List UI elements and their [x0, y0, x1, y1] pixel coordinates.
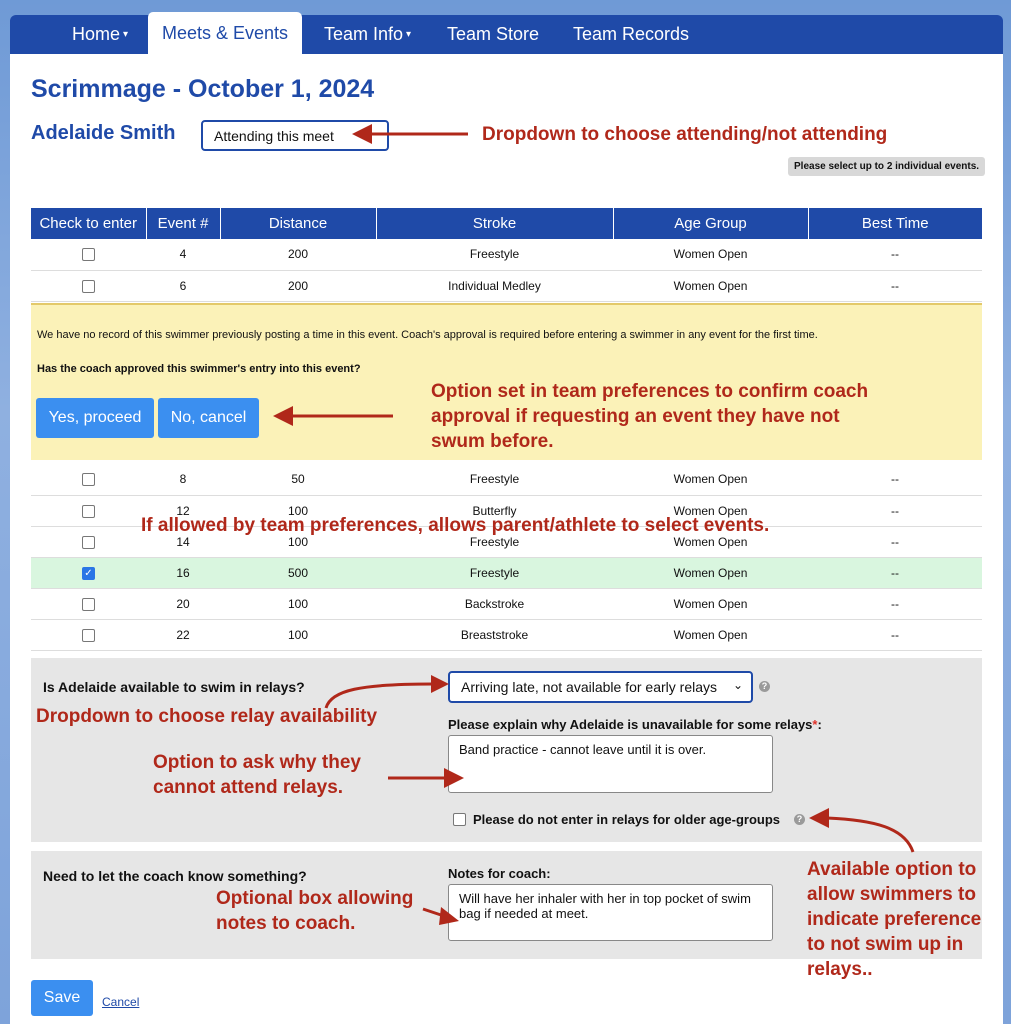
event-checkbox[interactable] — [82, 280, 95, 293]
chevron-down-icon: ⌄ — [732, 678, 743, 692]
nav-team-store-label: Team Store — [447, 24, 540, 44]
event-age-group: Women Open — [613, 588, 808, 619]
relay-availability-dropdown[interactable] — [448, 671, 753, 703]
event-distance: 100 — [220, 588, 376, 619]
event-age-group: Women Open — [613, 619, 808, 650]
event-best-time: -- — [808, 557, 982, 588]
event-best-time: -- — [808, 526, 982, 557]
event-age-group: Women Open — [613, 270, 808, 301]
annotation-approval: Option set in team preferences to confirm coach approval if requesting an event they have not swum before. — [431, 381, 869, 452]
notes-textarea[interactable]: Will have her inhaler with her in top pocket of swim bag if needed at meet. — [448, 884, 773, 941]
col-check: Check to enter — [31, 208, 146, 239]
annotation-select-events: If allowed by team preferences, allows parent/athlete to select events. — [141, 515, 770, 536]
events-table — [31, 208, 982, 302]
relay-question: Is Adelaide available to swim in relays? — [43, 679, 305, 695]
event-checkbox[interactable] — [82, 629, 95, 642]
event-limit-note: Please select up to 2 individual events. — [788, 157, 985, 176]
event-age-group: Women Open — [613, 557, 808, 588]
event-stroke: Freestyle — [376, 239, 613, 270]
notes-question: Need to let the coach know something? — [43, 868, 307, 884]
swimmer-name: Adelaide Smith — [31, 122, 176, 144]
event-stroke: Butterfly — [376, 495, 613, 526]
coach-approval-box — [31, 303, 982, 460]
caret-down-icon: ▾ — [406, 29, 412, 40]
help-icon[interactable]: ? — [759, 681, 770, 692]
nav-team-info[interactable] — [310, 15, 425, 54]
event-stroke: Freestyle — [376, 557, 613, 588]
event-stroke: Freestyle — [376, 526, 613, 557]
event-best-time: -- — [808, 588, 982, 619]
event-age-group: Women Open — [613, 526, 808, 557]
col-age-group: Age Group — [613, 208, 808, 239]
table-header-row — [31, 208, 982, 239]
event-distance: 100 — [220, 526, 376, 557]
older-age-groups-label: Please do not enter in relays for older age-groups — [473, 812, 781, 827]
annotation-older: Available option to allow swimmers to indicate preference to not swim up in relays.. — [807, 859, 982, 980]
arrow-curved-icon — [805, 804, 925, 854]
top-navbar — [10, 15, 1003, 54]
event-age-group: Women Open — [613, 239, 808, 270]
page-title: Scrimmage - October 1, 2024 — [31, 75, 375, 103]
table-row — [31, 588, 982, 619]
event-checkbox[interactable] — [82, 505, 95, 518]
event-best-time: -- — [808, 239, 982, 270]
event-best-time: -- — [808, 619, 982, 650]
approval-question: Has the coach approved this swimmer's entry into this event? — [37, 363, 361, 375]
event-checkbox-checked[interactable] — [82, 567, 95, 580]
notes-label: Notes for coach: — [448, 866, 551, 881]
attendance-value: Attending this meet — [214, 128, 334, 144]
event-number: 20 — [146, 588, 220, 619]
event-best-time: -- — [808, 464, 982, 495]
col-best-time: Best Time — [808, 208, 982, 239]
event-distance: 100 — [220, 619, 376, 650]
caret-down-icon: ▾ — [123, 29, 129, 40]
col-distance: Distance — [220, 208, 376, 239]
col-event: Event # — [146, 208, 220, 239]
table-row-selected — [31, 557, 982, 588]
relay-selected-value: Arriving late, not available for early relays — [461, 679, 718, 695]
nav-meets-events[interactable] — [148, 12, 302, 54]
event-best-time: -- — [808, 270, 982, 301]
event-age-group: Women Open — [613, 495, 808, 526]
event-stroke: Backstroke — [376, 588, 613, 619]
annotation-notes: Optional box allowing notes to coach. — [216, 888, 414, 934]
event-number: 6 — [146, 270, 220, 301]
help-icon[interactable]: ? — [794, 814, 805, 825]
event-best-time: -- — [808, 495, 982, 526]
event-checkbox[interactable] — [82, 598, 95, 611]
event-distance: 200 — [220, 239, 376, 270]
event-checkbox[interactable] — [82, 473, 95, 486]
event-number: 22 — [146, 619, 220, 650]
event-age-group: Women Open — [613, 464, 808, 495]
table-row — [31, 464, 982, 495]
nav-meets-label: Meets & Events — [162, 23, 289, 43]
event-number: 16 — [146, 557, 220, 588]
nav-team-store[interactable] — [433, 15, 553, 54]
annotation-attend: Dropdown to choose attending/not attending — [482, 124, 888, 145]
event-number: 14 — [146, 526, 220, 557]
save-button[interactable]: Save — [31, 980, 93, 1016]
event-checkbox[interactable] — [82, 248, 95, 261]
event-number: 4 — [146, 239, 220, 270]
nav-team-info-label: Team Info — [324, 24, 404, 44]
table-row — [31, 270, 982, 301]
nav-home-label: Home — [72, 24, 121, 44]
cancel-link[interactable]: Cancel — [102, 995, 140, 1009]
no-cancel-button[interactable]: No, cancel — [158, 398, 259, 438]
nav-home[interactable] — [58, 15, 142, 54]
yes-proceed-button[interactable]: Yes, proceed — [36, 398, 154, 438]
older-age-groups-checkbox[interactable] — [453, 813, 466, 826]
arrow-right-icon — [421, 903, 461, 927]
event-distance: 500 — [220, 557, 376, 588]
nav-team-records[interactable] — [559, 15, 703, 54]
event-stroke: Freestyle — [376, 464, 613, 495]
arrow-left-icon — [271, 402, 396, 430]
arrow-right-icon — [386, 764, 466, 792]
table-row — [31, 239, 982, 270]
event-number: 12 — [146, 495, 220, 526]
relay-explain-textarea[interactable]: Band practice - cannot leave until it is over. — [448, 735, 773, 793]
event-distance: 100 — [220, 495, 376, 526]
event-number: 8 — [146, 464, 220, 495]
table-row — [31, 619, 982, 650]
event-distance: 200 — [220, 270, 376, 301]
event-distance: 50 — [220, 464, 376, 495]
annotation-relay-dropdown: Dropdown to choose relay availability — [36, 706, 378, 727]
event-stroke: Breaststroke — [376, 619, 613, 650]
col-stroke: Stroke — [376, 208, 613, 239]
events-table-continued — [31, 464, 982, 651]
check-icon: ✓ — [84, 567, 93, 579]
nav-team-records-label: Team Records — [573, 24, 690, 44]
event-stroke: Individual Medley — [376, 270, 613, 301]
arrow-left-icon — [350, 121, 470, 147]
required-mark: * — [812, 717, 818, 732]
relay-explain-label: Please explain why Adelaide is unavailable for some relays*: — [448, 717, 822, 732]
content-panel — [10, 54, 1003, 1024]
approval-warning-text: We have no record of this swimmer previously posting a time in this event. Coach's approval is required before entering a swimmer in any event for the first time. — [37, 329, 818, 341]
event-checkbox[interactable] — [82, 536, 95, 549]
annotation-relay-why: Option to ask why they cannot attend relays. — [153, 752, 361, 798]
